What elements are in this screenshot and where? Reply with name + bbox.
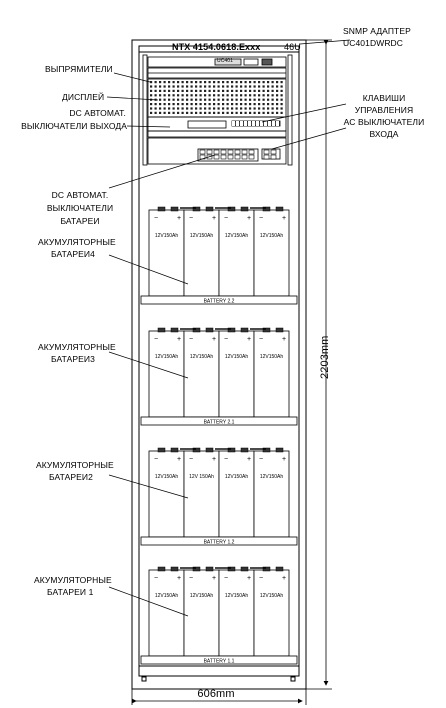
minus-terminal-icon: − <box>224 456 229 463</box>
minus-terminal-icon: − <box>224 336 229 343</box>
battery-cell <box>149 448 184 537</box>
ups-label: UC401 <box>217 58 234 64</box>
battery-cell <box>219 448 254 537</box>
width-dimension: 606mm <box>197 688 235 700</box>
minus-terminal-icon: − <box>189 575 194 582</box>
battery-cell-label: 12V150Ah <box>189 233 214 239</box>
battery-cell-label: 12V150Ah <box>154 593 179 599</box>
plus-terminal-icon: + <box>177 575 182 582</box>
battery-cell-label: 12V150Ah <box>224 593 249 599</box>
minus-terminal-icon: − <box>154 575 159 582</box>
minus-terminal-icon: − <box>259 456 264 463</box>
battery-cell-label: 12V150Ah <box>154 233 179 239</box>
battery-cell-label: 12V150Ah <box>224 474 249 480</box>
rack-units: 46U <box>284 42 301 52</box>
minus-terminal-icon: − <box>189 215 194 222</box>
battery-cell-label: 12V150Ah <box>259 474 284 480</box>
battery-cell <box>184 328 219 417</box>
plus-terminal-icon: + <box>177 215 182 222</box>
plus-terminal-icon: + <box>282 575 287 582</box>
battery-cell <box>184 567 219 656</box>
plus-terminal-icon: + <box>177 456 182 463</box>
battery-cell-label: 12V150Ah <box>259 354 284 360</box>
plus-terminal-icon: + <box>177 336 182 343</box>
battery-cell <box>219 328 254 417</box>
plus-terminal-icon: + <box>247 456 252 463</box>
battery-cell-label: 12V150Ah <box>154 354 179 360</box>
battery-cell <box>149 207 184 296</box>
minus-terminal-icon: − <box>224 215 229 222</box>
plus-terminal-icon: + <box>212 215 217 222</box>
battery-shelf <box>141 328 297 426</box>
battery-cell-label: 12V150Ah <box>154 474 179 480</box>
minus-terminal-icon: − <box>259 575 264 582</box>
plus-terminal-icon: + <box>247 575 252 582</box>
minus-terminal-icon: − <box>154 215 159 222</box>
battery-cell-label: 12V150Ah <box>224 233 249 239</box>
battery-cell <box>254 567 289 656</box>
minus-terminal-icon: − <box>259 336 264 343</box>
rectifiers-label: ВЫПРЯМИТЕЛИ <box>45 64 113 74</box>
minus-terminal-icon: − <box>154 336 159 343</box>
plus-terminal-icon: + <box>247 215 252 222</box>
plus-terminal-icon: + <box>282 456 287 463</box>
shelf-label: BATTERY 1.1 <box>203 658 235 665</box>
battery-cell <box>254 207 289 296</box>
minus-terminal-icon: − <box>224 575 229 582</box>
minus-terminal-icon: − <box>154 456 159 463</box>
plus-terminal-icon: + <box>212 456 217 463</box>
battery-shelf <box>141 567 297 665</box>
rectifier-shelf <box>148 57 286 164</box>
minus-terminal-icon: − <box>189 456 194 463</box>
cabinet-title: NTX 4154.0618.Exxx <box>172 42 261 52</box>
plus-terminal-icon: + <box>282 336 287 343</box>
battery-cell <box>254 328 289 417</box>
plus-terminal-icon: + <box>212 336 217 343</box>
battery-cell-label: 12V150Ah <box>224 354 249 360</box>
plus-terminal-icon: + <box>212 575 217 582</box>
battery-cell <box>254 448 289 537</box>
battery-cell <box>219 567 254 656</box>
battery-shelf <box>141 207 297 305</box>
plus-terminal-icon: + <box>282 215 287 222</box>
shelf-label: BATTERY 1.2 <box>203 539 235 546</box>
height-dimension: 2203mm <box>318 335 331 379</box>
battery-cell <box>219 207 254 296</box>
minus-terminal-icon: − <box>189 336 194 343</box>
shelf-label: BATTERY 2.1 <box>203 419 235 426</box>
battery-cell-label: 12V150Ah <box>259 593 284 599</box>
battery-shelf <box>141 448 297 546</box>
battery-cell-label: 12V150Ah <box>189 593 214 599</box>
battery-cell <box>149 567 184 656</box>
battery-cell-label: 12V 150Ah <box>189 474 214 480</box>
display-label: ДИСПЛЕЙ <box>62 92 105 102</box>
battery-cell <box>149 328 184 417</box>
battery-cell <box>184 448 219 537</box>
battery-cell <box>184 207 219 296</box>
battery-cell-label: 12V150Ah <box>259 233 284 239</box>
minus-terminal-icon: − <box>259 215 264 222</box>
shelf-label: BATTERY 2.2 <box>203 298 235 305</box>
plus-terminal-icon: + <box>247 336 252 343</box>
battery-cell-label: 12V150Ah <box>189 354 214 360</box>
